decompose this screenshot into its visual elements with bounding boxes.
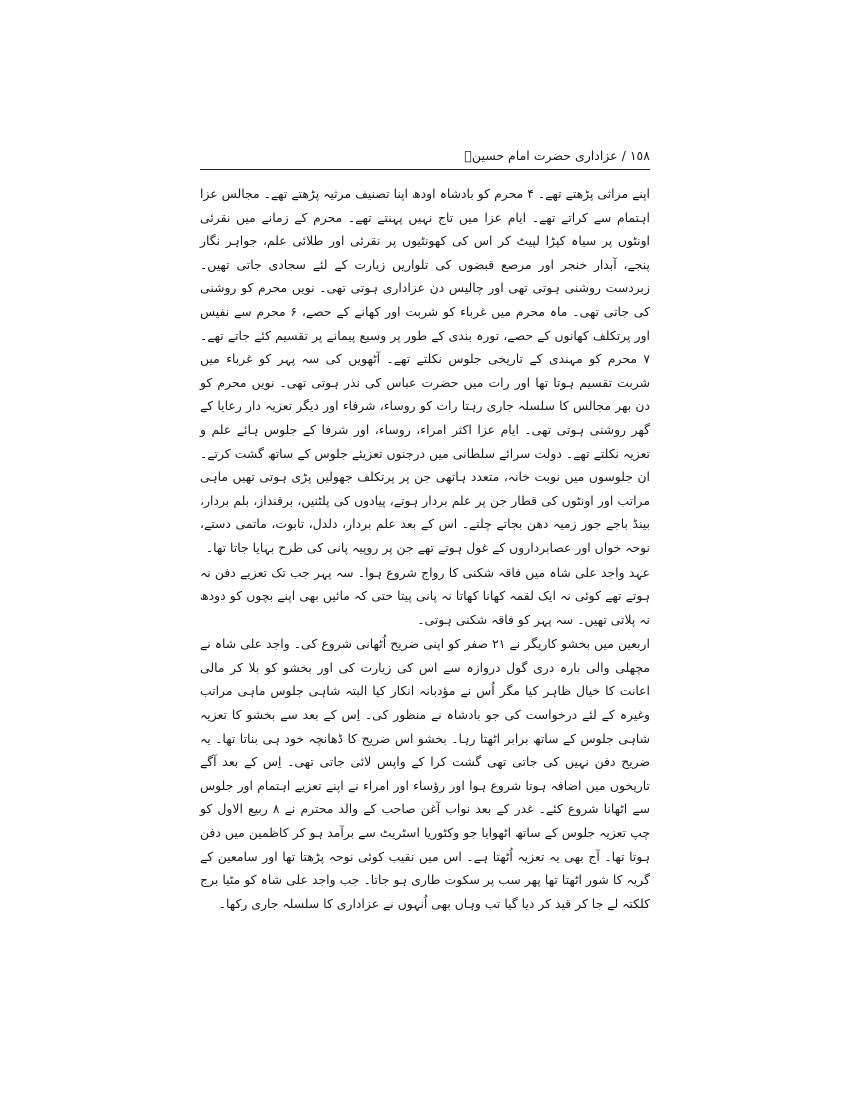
page-number: ١٥٨ <box>629 148 650 163</box>
body-text <box>200 182 650 915</box>
header-separator: / <box>621 148 626 163</box>
running-title: عزاداری حضرت امام حسینؑ <box>464 148 618 163</box>
paragraph: اربعین میں بخشو کاریگر نے ۲۱ صفر کو اپنی ضریح اُٹھانی شروع کی۔ واجد علی شاہ نے مچھلی والی بارہ دری گول دروازہ سے اس کی زیارت کی اور بخشو کو بلا کر مالی اعانت کا خیال ظاہر کیا مگر اُس نے مؤدبانہ انکار کیا البتہ شاہی جلوس ماہی مراتب وغیرہ کے لئے درخواست کی جو بادشاہ نے منظور کی۔ اِس کے بعد سے بخشو کا تعزیہ شاہی جلوس کے ساتھ برابر اٹھتا رہا۔ بخشو اس ضریح کا ڈھانچہ خود ہی بناتا تھا۔ یہ ضریح دفن نہیں کی جاتی تھی گشت کرا کے واپس لائی جاتی تھی۔ اِس کے بعد آگے تاریخوں میں اضافہ ہوتا شروع ہوا اور رؤساء اور امراء نے اپنے تعزیے اہتمام اور جلوس سے اٹھانا شروع کئے۔ غدر کے بعد نواب آغن صاحب کے والد محترم نے ۸ ربیع الاول کو چپ تعزیہ جلوس کے ساتھ اٹھوایا جو وکٹوریا اسٹریٹ سے برآمد ہو کر کاظمین میں دفن ہوتا تھا۔ آج بھی یہ تعزیہ اُٹھتا ہے۔ اس میں نقیب کوئی نوحہ پڑھتا تھا اور سامعین کے گریہ کا شور اٹھتا تھا پھر سب پر سکوت طاری ہو جاتا۔ جب واجد علی شاہ کو مٹیا برج کلکتہ لے جا کر قید کر دیا گیا تب وہاں بھی اُنہوں نے عزاداری کا سلسلہ جاری رکھا۔ <box>200 636 650 911</box>
header-rule <box>200 169 650 170</box>
paragraph: عہد واجد علی شاہ میں فاقہ شکنی کا رواج شروع ہوا۔ سہ پہر جب تک تعزیے دفن نہ ہوتے تھے کوئی نہ ایک لقمہ کھانا کھاتا نہ پانی پیتا حتی کہ مائیں بھی اپنے بچوں کو دودھ نہ پلاتی تھیں۔ سہ پہر کو فاقہ شکنی ہوتی۔ <box>200 564 650 627</box>
paragraph: اپنے مراثی پڑھتے تھے۔ ۴ محرم کو بادشاہ اودھ اپنا تصنیف مرثیہ پڑھتے تھے۔ مجالس عزا اہتمام سے کراتے تھے۔ ایام عزا میں تاج نہیں پہنتے تھے۔ محرم کے زمانے میں نقرئی اونٹوں پر سیاہ کپڑا لپیٹ کر اس کی کھونٹیوں پر نقرئی اور طلائی علم، جواہر نگار پنجے، آبدار خنجر اور مرصع قبضوں کی تلواریں زیارت کے لئے سجادی جاتی تھیں۔ زبردست روشنی ہوتی تھی اور چالیس دن عزاداری ہوتی تھی۔ نویں محرم کو روشنی کی جاتی تھی۔ ماہ محرم میں غرباء کو شربت اور کھانے کے حصے، ۶ محرم سے نفیس اور پرتکلف کھانوں کے حصے، تورہ بندی کے طور پر وسیع پیمانے پر تقسیم کئے جاتے تھے۔ ۷ محرم کو مہندی کے تاریخی جلوس نکلتے تھے۔ آٹھویں کی سہ پہر کو غرباء میں شربت تقسیم ہوتا تھا اور رات میں حضرت عباس کی نذر ہوتی تھی۔ نویں محرم کو دن بھر مجالس کا سلسلہ جاری رہتا رات کو روساء، شرفاء اور دیگر تعزیہ دار رعایا کے گھر روشنی ہوتی تھی۔ ایام عزا اکثر امراء، روساء، اور شرفا کے جلوس ہائے علم و تعزیہ نکلتے تھے۔ دولت سرائے سلطانی میں درجنوں تعزیئے جلوس کے ساتھ گشت کرتے۔ ان جلوسوں میں نوبت خانہ، متعدد ہاتھی جن پر پرتکلف جھولیں پڑی ہوتی تھیں ماہی مراتب اور اونٹوں کی قطار جن پر علم بردار ہوتے، پیادوں کی پلٹنیں، برقنداز، بلم بردار، بینڈ باجے جور زمیہ دھن بجاتے چلتے۔ اس کے بعد علم بردار، دلدل، تابوت، ماتمی دستے، نوحہ خواں اور عصابرداروں کے غول ہوتے تھے جن پر روپیہ پانی کی طرح بہایا جاتا تھا۔ <box>200 186 650 555</box>
running-header <box>200 146 650 166</box>
